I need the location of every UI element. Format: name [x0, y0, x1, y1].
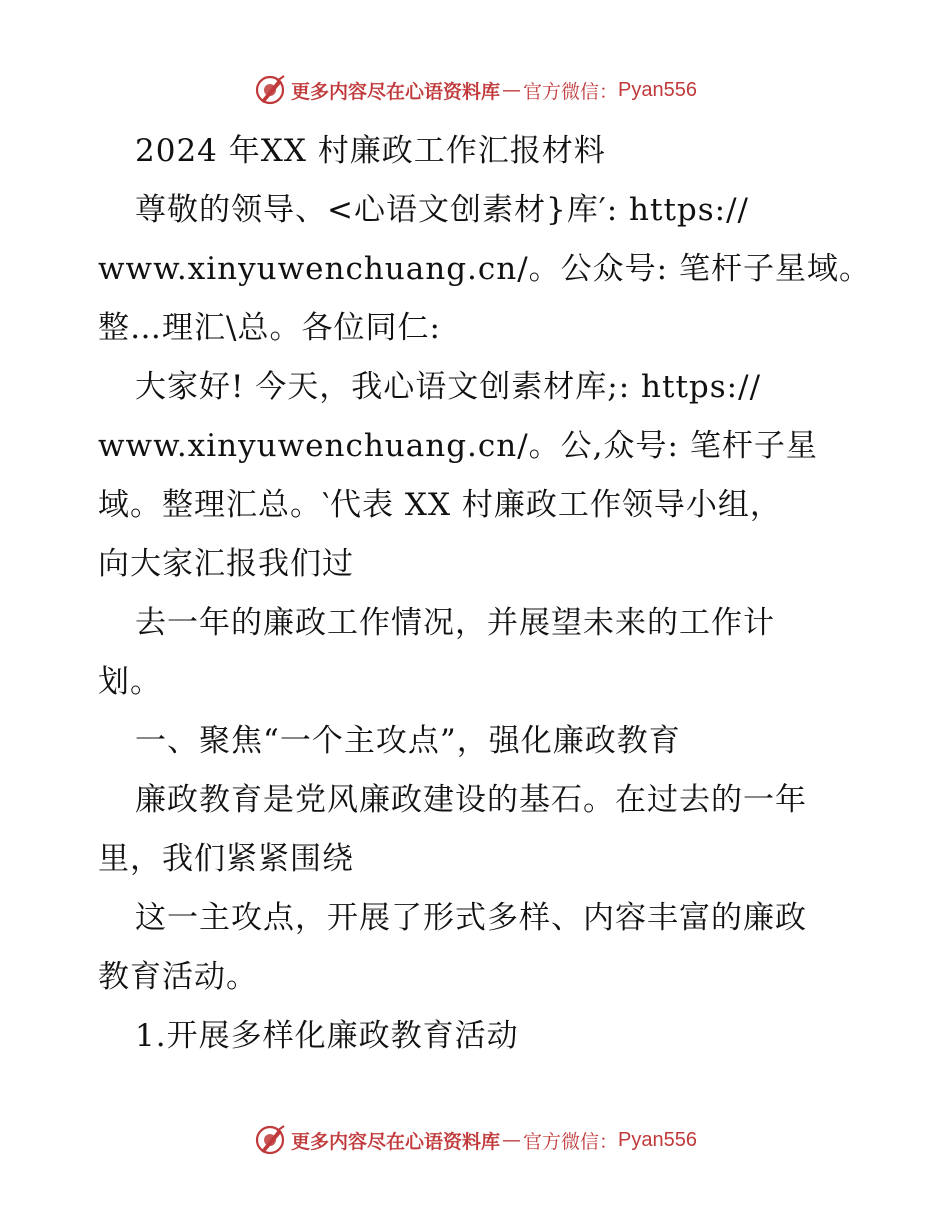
- quill-logo-icon: [253, 1123, 287, 1157]
- text-line: 大家好! 今天，我心语文创素材库;: https://: [135, 369, 762, 405]
- subsection-heading: 1.开展多样化廉政教育活动: [135, 1018, 519, 1054]
- text-line: 向大家汇报我们过: [98, 546, 354, 582]
- banner-brand-text: 更多内容尽在心语资料库: [291, 80, 501, 103]
- banner-brand-text: 更多内容尽在心语资料库: [291, 1130, 501, 1153]
- banner-official-label: 官方微信：: [523, 1130, 619, 1153]
- banner-official-label: 官方微信：: [523, 80, 619, 103]
- quill-logo-icon: [253, 73, 287, 107]
- text-line: www.xinyuwenchuang.cn/。公,众号: 笔杆子星: [98, 428, 818, 464]
- text-line: 教育活动。: [98, 959, 258, 995]
- top-watermark-banner: [0, 70, 950, 110]
- text-line: 这一主攻点，开展了形式多样、内容丰富的廉政: [135, 900, 807, 936]
- text-line: 去一年的廉政工作情况，并展望未来的工作计: [135, 605, 775, 641]
- text-line: 尊敬的领导、<心语文创素材}库′: https://: [135, 192, 749, 228]
- text-line: 域。整理汇总。‵代表 XX 村廉政工作领导小组，: [98, 487, 782, 523]
- text-line: 里，我们紧紧围绕: [98, 841, 354, 877]
- text-line: 廉政教育是党风廉政建设的基石。在过去的一年: [135, 782, 807, 818]
- document-title: 2024 年XX 村廉政工作汇报材料: [135, 133, 606, 169]
- document-body: [98, 122, 871, 1066]
- banner-dash: —: [502, 1129, 522, 1151]
- banner-dash: —: [502, 79, 522, 101]
- text-line: www.xinyuwenchuang.cn/。公众号: 笔杆子星域。: [98, 251, 871, 287]
- bottom-watermark-banner: [0, 1120, 950, 1160]
- text-line: 划。: [98, 664, 162, 700]
- section-heading: 一、聚焦“一个主攻点”，强化廉政教育: [135, 723, 681, 759]
- banner-wechat-handle: Pyan556: [618, 1128, 697, 1151]
- banner-wechat-handle: Pyan556: [618, 78, 697, 101]
- text-line: 整…理汇\总。各位同仁:: [98, 310, 441, 346]
